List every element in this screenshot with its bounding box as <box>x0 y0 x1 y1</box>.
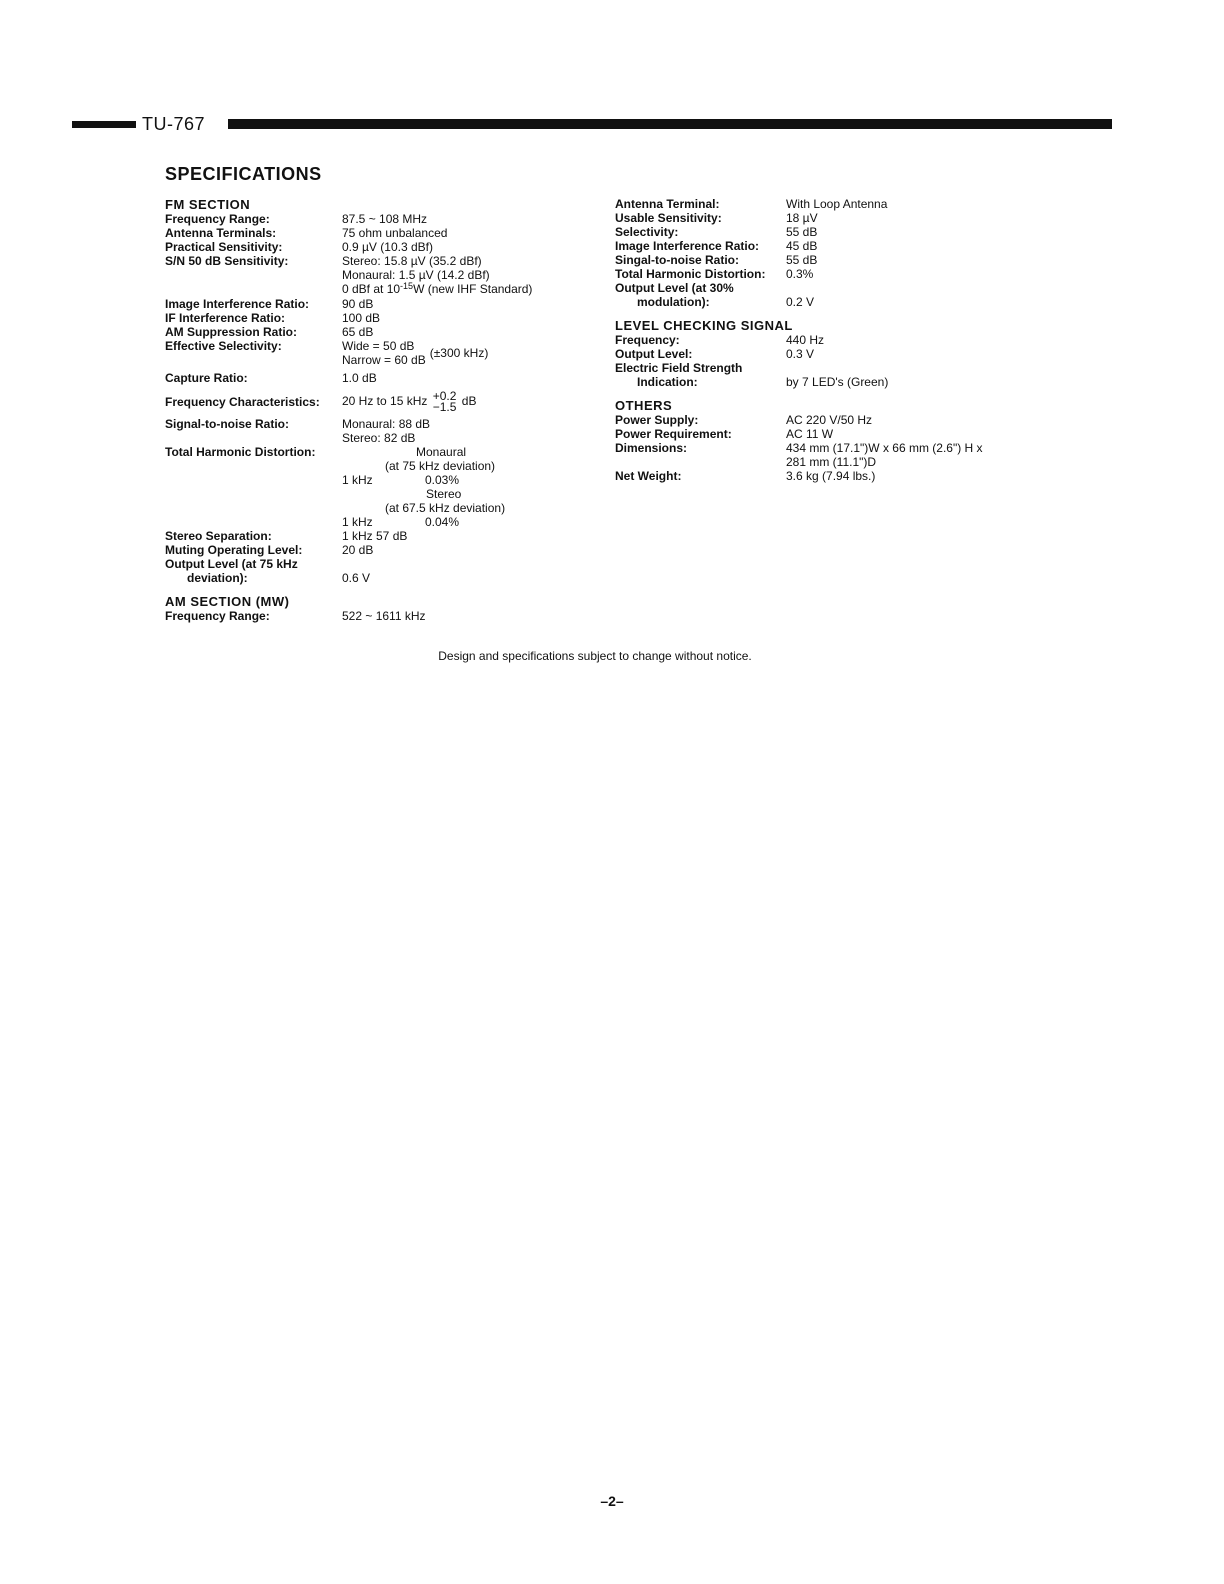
spec-row <box>615 441 1055 469</box>
spec-label: Antenna Terminals: <box>165 226 277 240</box>
spec-label: Net Weight: <box>615 469 682 483</box>
spec-row <box>165 240 585 254</box>
spec-label: Selectivity: <box>615 225 679 239</box>
spec-row <box>615 281 1055 295</box>
spec-label: Total Harmonic Distortion: <box>165 445 316 459</box>
spec-label: Frequency Range: <box>165 609 270 623</box>
spec-label: IF Interference Ratio: <box>165 311 286 325</box>
spec-row <box>615 295 1055 309</box>
fc-unit: dB <box>461 394 477 409</box>
spec-value: 90 dB <box>342 297 374 311</box>
fc-plus: +0.2 <box>432 389 457 403</box>
spec-label: Signal-to-noise Ratio: <box>165 417 289 431</box>
sn-odbf <box>342 282 532 297</box>
spec-value: 75 ohm unbalanced <box>342 226 448 240</box>
eff-wide: Wide = 50 dB <box>342 339 415 353</box>
specs-right-column <box>615 197 1055 483</box>
spec-row <box>615 361 1055 375</box>
fc-range: 20 Hz to 15 kHz <box>342 394 428 409</box>
sn-mono: Monaural: 1.5 µV (14.2 dBf) <box>342 268 490 282</box>
spec-label: Output Level: <box>615 347 693 361</box>
spec-value: With Loop Antenna <box>786 197 888 211</box>
spec-label: Practical Sensitivity: <box>165 240 283 254</box>
spec-row <box>165 557 585 571</box>
others-section-heading: OTHERS <box>615 398 673 413</box>
spec-value <box>342 254 532 297</box>
spec-value: 0.3% <box>786 267 814 281</box>
spec-label: Frequency Characteristics: <box>165 395 320 409</box>
spec-label: Electric Field Strength <box>615 361 743 375</box>
spec-label: Dimensions: <box>615 441 688 455</box>
spec-row <box>165 212 585 226</box>
spec-row <box>615 253 1055 267</box>
thd-stereo-dev: (at 67.5 kHz deviation) <box>385 501 506 515</box>
spec-label: Capture Ratio: <box>165 371 248 385</box>
spec-row <box>615 225 1055 239</box>
spec-row <box>615 427 1055 441</box>
spec-row <box>165 297 585 311</box>
spec-value: 55 dB <box>786 253 818 267</box>
spec-row <box>165 571 585 585</box>
spec-value: AC 11 W <box>786 427 834 441</box>
spec-label: Image Interference Ratio: <box>615 239 760 253</box>
spec-label: Effective Selectivity: <box>165 339 282 353</box>
spec-value: 3.6 kg (7.94 lbs.) <box>786 469 876 483</box>
sn-stereo: Stereo: 15.8 µV (35.2 dBf) <box>342 254 482 268</box>
spec-label: Antenna Terminal: <box>615 197 720 211</box>
spec-value: 0.9 µV (10.3 dBf) <box>342 240 433 254</box>
spec-label: Output Level (at 75 kHz <box>165 557 298 571</box>
spec-row <box>615 469 1055 483</box>
disclaimer-note: Design and specifications subject to change without notice. <box>438 649 752 663</box>
sn-odbf-exponent: -15 <box>400 281 414 291</box>
spec-value <box>342 417 430 445</box>
spec-value: 20 dB <box>342 543 374 557</box>
spec-value: 55 dB <box>786 225 818 239</box>
thd-stereo-value: 0.04% <box>425 515 460 529</box>
am-section-heading: AM SECTION (MW) <box>165 594 290 609</box>
spec-row <box>165 543 585 557</box>
header-rule-right <box>228 119 1112 129</box>
spec-row <box>165 529 585 543</box>
spec-row <box>165 371 585 385</box>
thd-mono-dev: (at 75 kHz deviation) <box>385 459 496 473</box>
fc-tolerance <box>433 391 457 413</box>
spec-row <box>165 226 585 240</box>
spec-value <box>342 391 476 413</box>
spec-value: 65 dB <box>342 325 374 339</box>
spec-label: Singal-to-noise Ratio: <box>615 253 739 267</box>
spec-row <box>165 417 585 445</box>
header-rule-left <box>72 121 136 128</box>
spec-label: Total Harmonic Distortion: <box>615 267 766 281</box>
thd-1khz-stereo: 1 kHz <box>342 515 373 529</box>
spec-row <box>165 254 585 297</box>
spec-label: Frequency Range: <box>165 212 270 226</box>
snr-stereo: Stereo: 82 dB <box>342 431 416 445</box>
spec-label: Indication: <box>637 375 698 389</box>
snr-mono: Monaural: 88 dB <box>342 417 431 431</box>
spec-row <box>615 375 1055 389</box>
spec-row <box>165 391 585 413</box>
thd-mono: Monaural <box>416 445 467 459</box>
header-bar <box>72 114 1112 134</box>
fc-minus: −1.5 <box>432 400 457 414</box>
spec-row <box>615 267 1055 281</box>
spec-label: Stereo Separation: <box>165 529 272 543</box>
spec-label: Output Level (at 30% <box>615 281 734 295</box>
spec-value: by 7 LED's (Green) <box>786 375 889 389</box>
spec-row <box>165 325 585 339</box>
level-section-heading: LEVEL CHECKING SIGNAL <box>615 318 793 333</box>
sn-odbf-text: 0 dBf at 10 <box>342 282 401 296</box>
sn-odbf-text-2: W (new IHF Standard) <box>413 282 533 296</box>
spec-label: Frequency: <box>615 333 680 347</box>
spec-label: AM Suppression Ratio: <box>165 325 298 339</box>
spec-value: 522 ~ 1611 kHz <box>342 609 426 623</box>
spec-label: Power Requirement: <box>615 427 732 441</box>
spec-label: Usable Sensitivity: <box>615 211 722 225</box>
spec-value: 0.6 V <box>342 571 371 585</box>
spec-row <box>165 339 585 367</box>
spec-row <box>615 211 1055 225</box>
spec-value <box>786 441 983 469</box>
spec-label: Power Supply: <box>615 413 699 427</box>
spec-row <box>165 311 585 325</box>
page-number: –2– <box>600 1493 624 1509</box>
spec-value: 0.3 V <box>786 347 815 361</box>
fm-section-heading: FM SECTION <box>165 197 251 212</box>
spec-value: 87.5 ~ 108 MHz <box>342 212 428 226</box>
spec-row <box>165 609 585 623</box>
spec-row <box>615 197 1055 211</box>
thd-1khz-mono: 1 kHz <box>342 473 373 487</box>
spec-value: AC 220 V/50 Hz <box>786 413 873 427</box>
thd-mono-value: 0.03% <box>425 473 460 487</box>
spec-value: 100 dB <box>342 311 381 325</box>
spec-value: 45 dB <box>786 239 818 253</box>
spec-row <box>615 347 1055 361</box>
dim-line-2: 281 mm (11.1")D <box>786 455 877 469</box>
spec-label: Muting Operating Level: <box>165 543 303 557</box>
spec-row <box>615 239 1055 253</box>
spec-value: 1.0 dB <box>342 371 377 385</box>
spec-row <box>615 413 1055 427</box>
spec-label: Image Interference Ratio: <box>165 297 310 311</box>
spec-value: 0.2 V <box>786 295 815 309</box>
spec-label: modulation): <box>637 295 710 309</box>
thd-stereo: Stereo <box>426 487 462 501</box>
spec-value: 18 µV <box>786 211 818 225</box>
dim-line-1: 434 mm (17.1")W x 66 mm (2.6") H x <box>786 441 983 455</box>
spec-row <box>615 333 1055 347</box>
eff-narrow: Narrow = 60 dB <box>342 353 426 367</box>
spec-label: deviation): <box>187 571 248 585</box>
eff-note: (±300 kHz) <box>429 346 489 360</box>
specs-left-column <box>165 198 585 623</box>
model-number: TU-767 <box>142 114 206 134</box>
spec-value: 440 Hz <box>786 333 825 347</box>
page-title: SPECIFICATIONS <box>165 164 322 184</box>
spec-value <box>342 339 488 367</box>
thd-block <box>165 445 585 529</box>
spec-label: S/N 50 dB Sensitivity: <box>165 254 289 268</box>
spec-value: 1 kHz 57 dB <box>342 529 408 543</box>
